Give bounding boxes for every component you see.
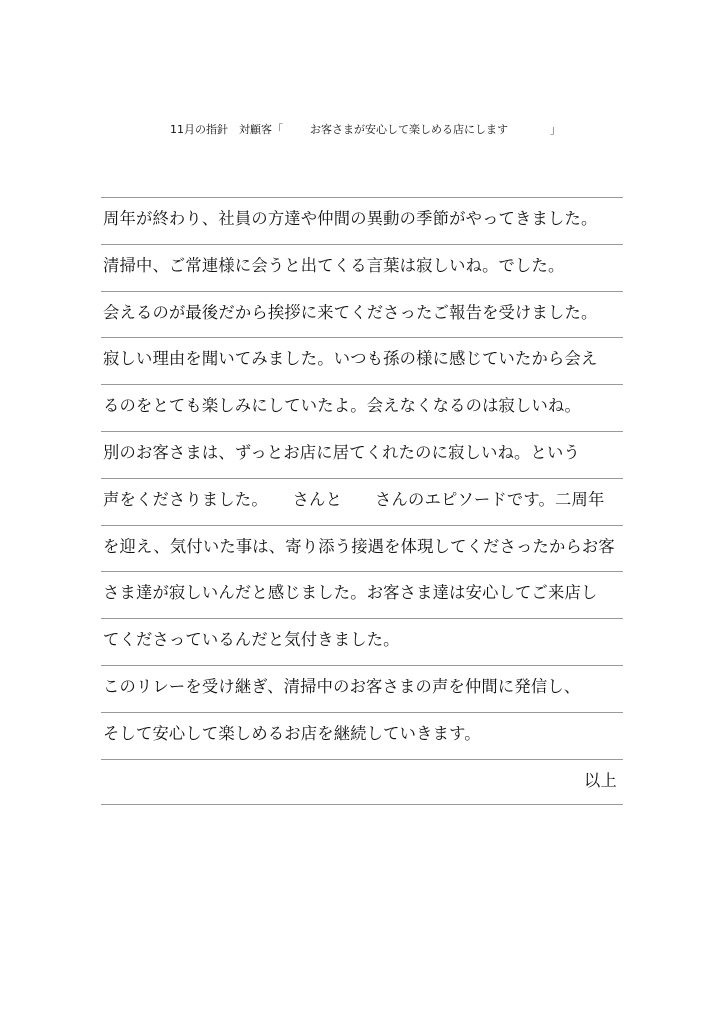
body-line [101,712,623,759]
lined-body [101,197,623,805]
body-line-text: 寂しい理由を聞いてみました。いつも孫の様に感じていたから会え [103,349,598,369]
page-header [0,122,724,186]
body-line [101,197,623,244]
body-line-text: を迎え、気付いた事は、寄り添う接遇を体現してくださったからお客 [103,536,615,556]
body-line [101,618,623,665]
body-line [101,525,623,572]
body-line [101,244,623,291]
body-line [101,337,623,384]
signoff-text: 以上 [584,770,617,790]
body-line-text: そして安心して楽しめるお店を継続していきます。 [103,723,481,743]
body-line-text: 別のお客さまは、ずっとお店に居てくれたのに寂しいね。という [103,442,580,462]
body-line [101,478,623,525]
signoff-line [101,759,623,806]
body-line-text: さま達が寂しいんだと感じました。お客さま達は安心してご来店し [103,583,598,603]
body-line [101,291,623,338]
body-line [101,384,623,431]
body-line-text: るのをとても楽しみにしていたよ。会えなくなるのは寂しいね。 [103,396,581,416]
header-closing-bracket: 」 [550,123,561,136]
body-line-text: 会えるのが最後だから挨拶に来てくださったご報告を受けました。 [103,302,598,322]
header-prefix: 11月の指針 対顧客「 [170,123,283,136]
body-line [101,665,623,712]
body-line-text: 周年が終わり、社員の方達や仲間の異動の季節がやってきました。 [103,209,598,228]
body-line [101,431,623,478]
header-title: お客さまが安心して楽しめる店にします [310,123,508,136]
body-line-text: このリレーを受け継ぎ、清掃中のお客さまの声を仲間に発信し、 [103,676,581,696]
body-line-text: 清掃中、ご常連様に会うと出てくる言葉は寂しいね。でした。 [103,255,565,275]
body-line [101,571,623,618]
body-line-text: てくださっているんだと気付きました。 [103,630,400,650]
body-line-text: 声をくださりました。 さんと さんのエピソードです。二周年 [103,489,605,509]
